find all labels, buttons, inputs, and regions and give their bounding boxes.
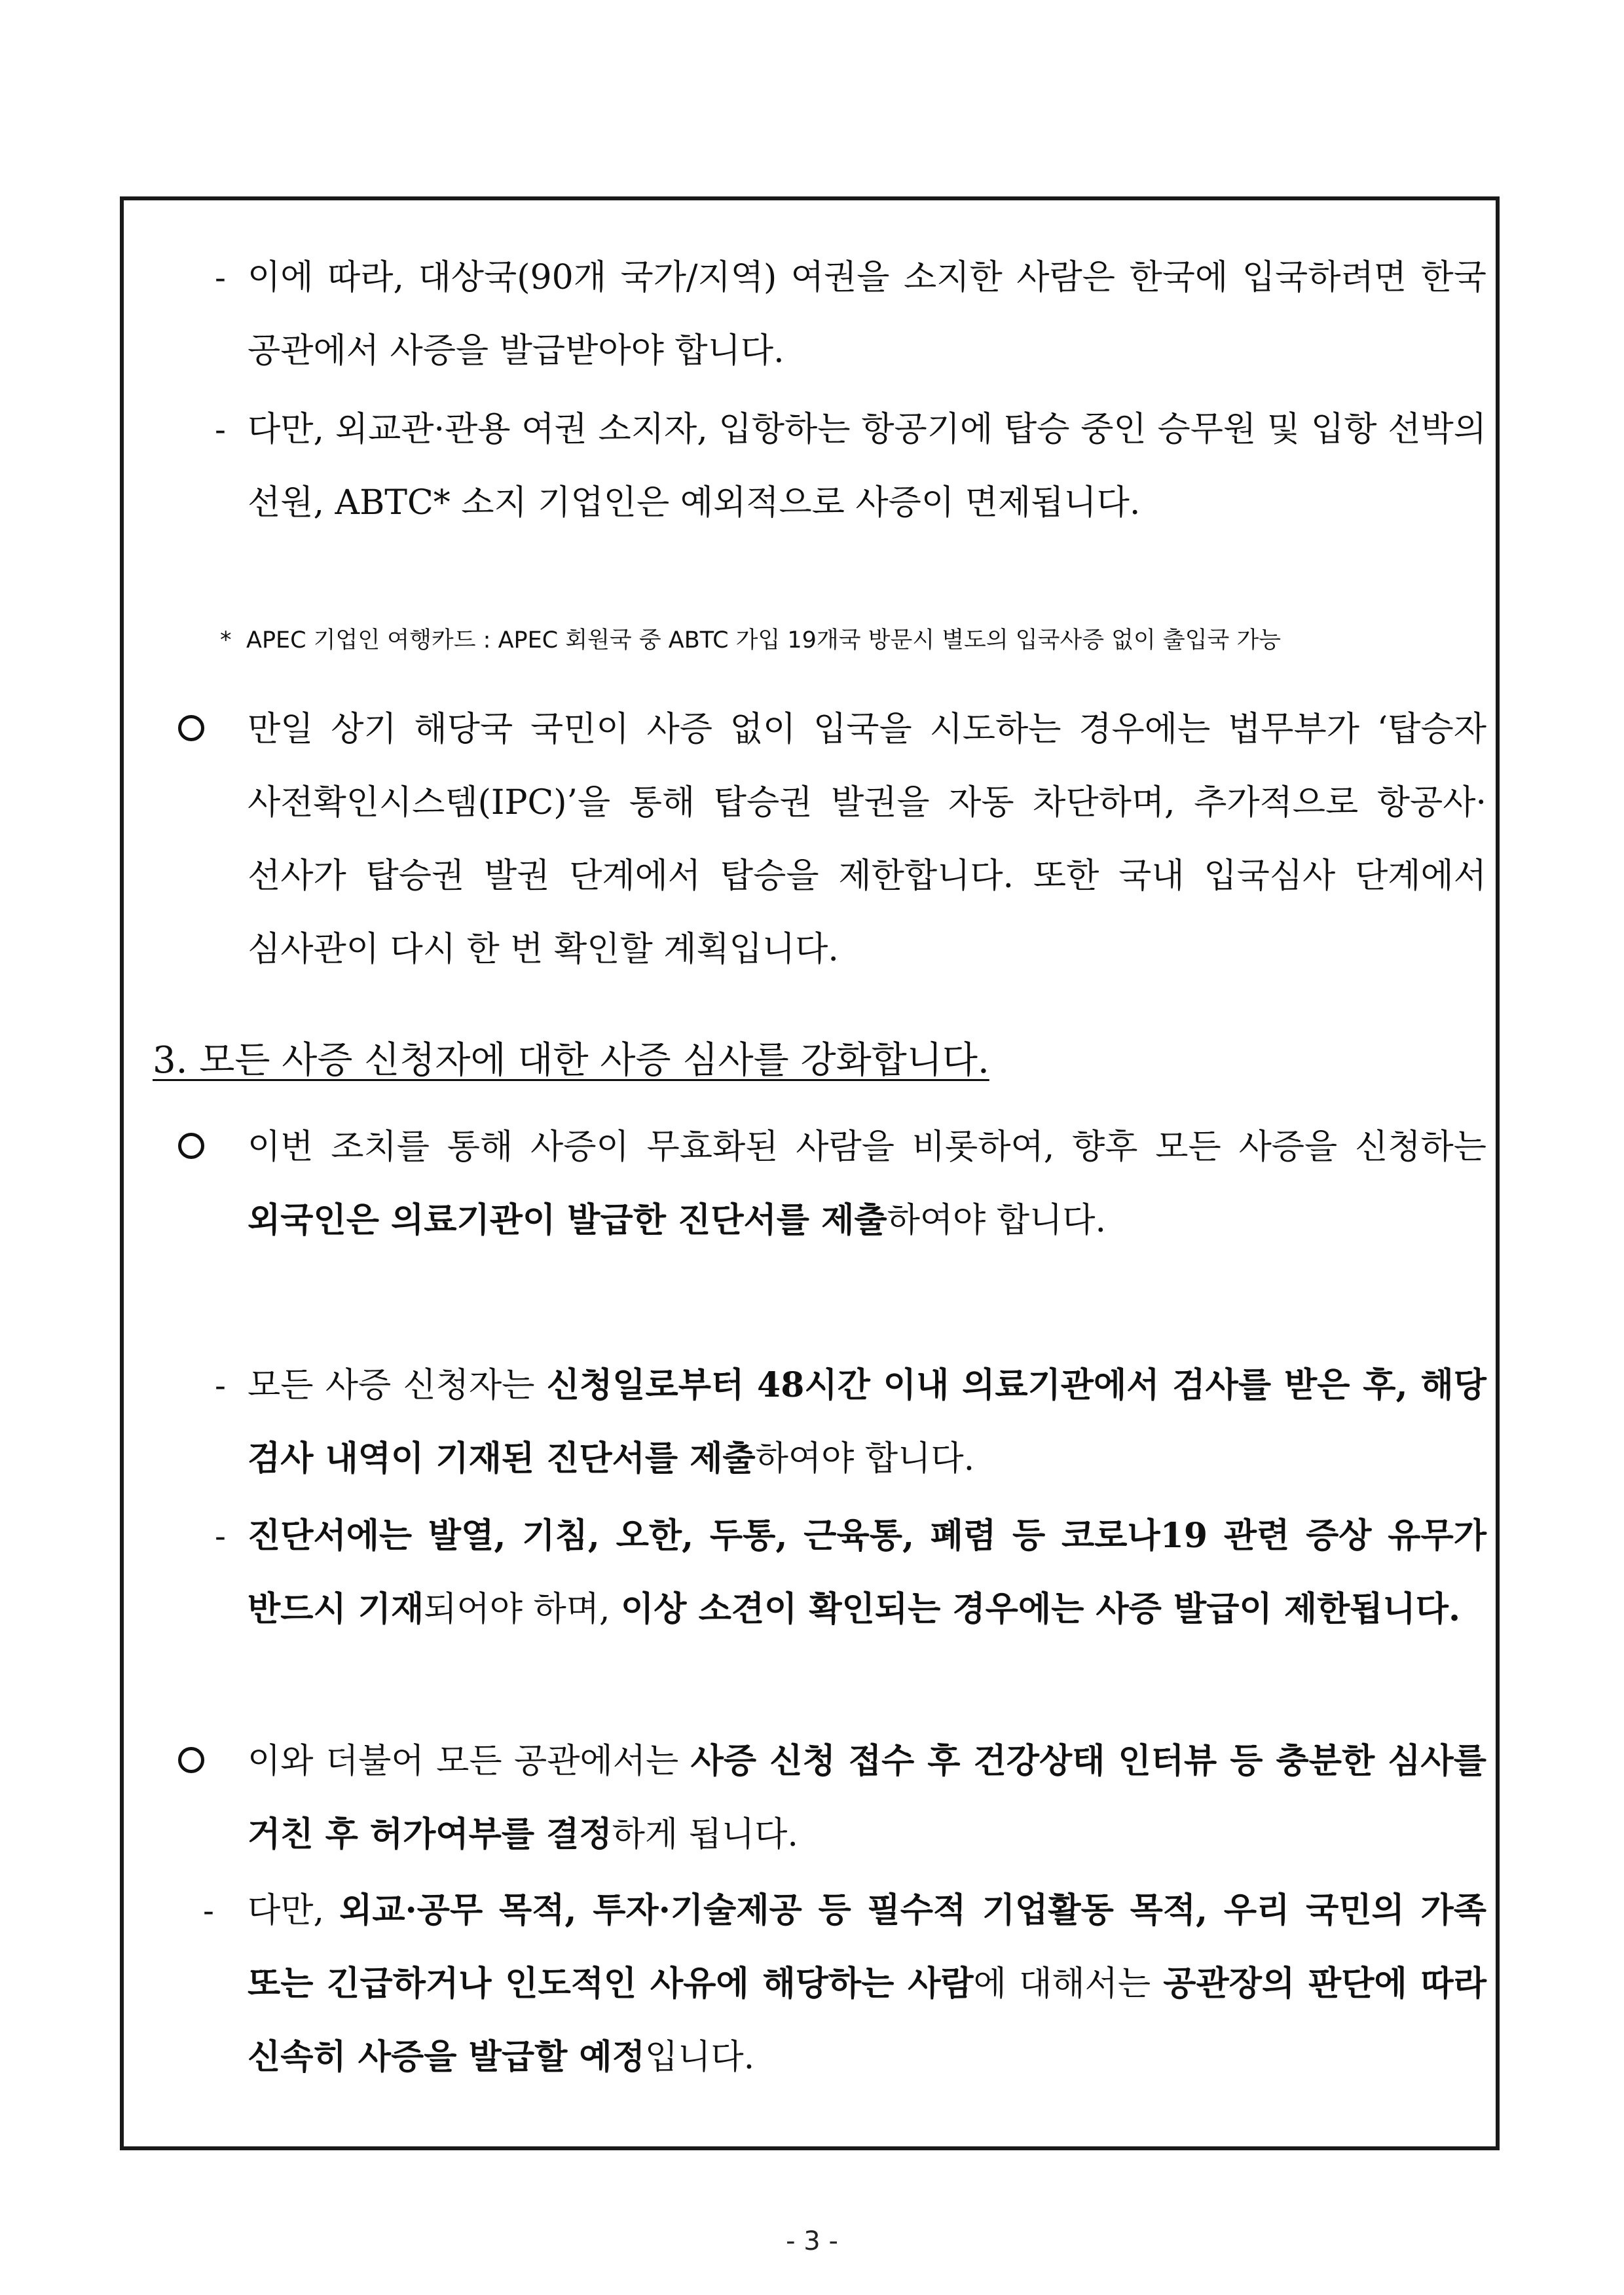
paragraph-interview: 이와 더불어 모든 공관에서는 사증 신청 접수 후 건강상태 인터뷰 등 충분한 심사를 거친 후 허가여부를 결정하게 됩니다. [248,1741,1486,1854]
dash-marker: - [215,1367,226,1405]
paragraph-exceptions: 다만, 외교·공무 목적, 투자·기술제공 등 필수적 기업활동 목적, 우리 국민의 가족 또는 긴급하거나 인도적인 사유에 해당하는 사람에 대해서는 공관장의 판단에 따라 신속히 사증을 발급할 예정입니다. [248,1890,1486,2077]
dash-marker: - [215,411,226,449]
paragraph-medical-certificate: 이번 조치를 통해 사증이 무효화된 사람을 비롯하여, 향후 모든 사증을 신청하는 외국인은 의료기관이 발급한 진단서를 제출하여야 합니다. [248,1128,1486,1240]
paragraph-ipc-blocking: 만일 상기 해당국 국민이 사증 없이 입국을 시도하는 경우에는 법무부가 ‘탑승자 사전확인시스템(IPC)’을 통해 탑승권 발권을 자동 차단하며, 추가적으로 항공사·선사가 탑승권 발권 단계에서 탑승을 제한합니다. 또한 국내 입국심사 단계에서 심사관이 다시 한 번 확인할 계획입니다. [248,710,1486,969]
paragraph-symptoms: 진단서에는 발열, 기침, 오한, 두통, 근육통, 폐렴 등 코로나19 관련 증상 유무가 반드시 기재되어야 하며, 이상 소견이 확인되는 경우에는 사증 발급이 제한됩니다. [248,1516,1486,1629]
page-number: - 3 - [786,2226,838,2256]
section-heading-3: 3. 모든 사증 신청자에 대한 사증 심사를 강화합니다. [153,1039,989,1082]
footnote-marker: * [220,627,232,653]
footnote-abtc: APEC 기업인 여행카드 : APEC 회원국 중 ABTC 가입 19개국 방문시 별도의 입국사증 없이 출입국 가능 [246,627,1282,653]
circle-bullet-icon [178,715,204,741]
circle-bullet-icon [178,1133,204,1159]
paragraph-visa-exemptions: 다만, 외교관·관용 여권 소지자, 입항하는 항공기에 탑승 중인 승무원 및 입항 선박의 선원, ABTC* 소지 기업인은 예외적으로 사증이 면제됩니다. [248,410,1486,523]
dash-marker: - [215,1517,226,1555]
circle-bullet-icon [178,1747,204,1773]
dash-marker: - [203,1892,214,1930]
paragraph-visa-requirement: 이에 따라, 대상국(90개 국가/지역) 여권을 소지한 사람은 한국에 입국하려면 한국 공관에서 사증을 발급받아야 합니다. [248,258,1486,371]
paragraph-48-hour-test: 모든 사증 신청자는 신청일로부터 48시간 이내 의료기관에서 검사를 받은 후, 해당 검사 내역이 기재된 진단서를 제출하여야 합니다. [248,1365,1486,1478]
dash-marker: - [215,259,226,297]
